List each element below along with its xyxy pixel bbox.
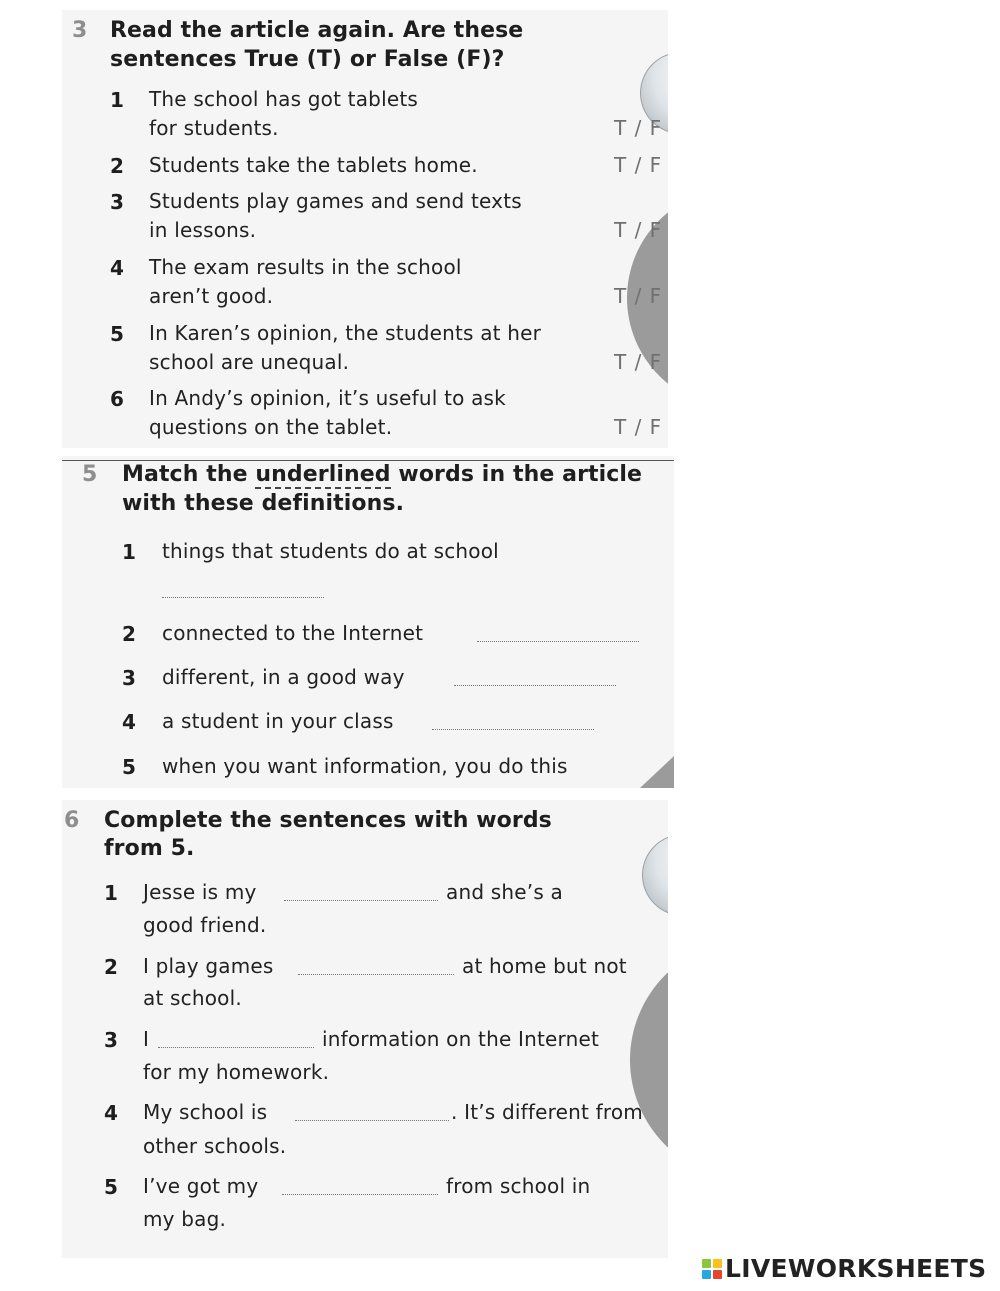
sentence-part: information on the Internet [322, 1027, 600, 1051]
true-false-choice[interactable]: T / F [614, 350, 663, 374]
true-false-choice[interactable]: T / F [614, 116, 663, 140]
exercise-5-panel [62, 456, 674, 788]
exercise-6-panel [62, 800, 668, 1258]
true-false-choice[interactable]: T / F [614, 284, 663, 308]
definition-text: connected to the Internet [162, 621, 424, 645]
statement-text: Students play games and send texts [149, 189, 522, 213]
exercise-heading: Read the article again. Are these [110, 18, 524, 43]
answer-blank[interactable] [295, 1119, 449, 1121]
answer-blank[interactable] [162, 596, 324, 598]
item-number: 5 [110, 322, 124, 346]
statement-text: aren’t good. [149, 284, 274, 308]
exercise-heading: sentences True (T) or False (F)? [110, 47, 505, 72]
sentence-part: My school is [143, 1100, 268, 1124]
definition-text: a student in your class [162, 709, 394, 733]
item-number: 1 [110, 88, 124, 112]
sentence-part: good friend. [143, 913, 267, 937]
exercise-number: 6 [64, 808, 80, 833]
exercise-3-panel [62, 10, 668, 448]
exercise-heading: Complete the sentences with words [104, 808, 552, 833]
item-number: 4 [122, 710, 136, 734]
statement-text: The exam results in the school [149, 255, 462, 279]
exercise-heading: Match the underlined words in the article [122, 462, 643, 487]
decor-disc [630, 940, 668, 1180]
sentence-part: other schools. [143, 1134, 287, 1158]
item-number: 2 [110, 154, 124, 178]
brand-name: LIVEWORKSHEETS [725, 1254, 987, 1283]
statement-text: for students. [149, 116, 279, 140]
decor-corner [640, 756, 674, 788]
sentence-part: I’ve got my [143, 1174, 259, 1198]
item-number: 6 [110, 387, 124, 411]
sentence-part: at school. [143, 986, 242, 1010]
true-false-choice[interactable]: T / F [614, 218, 663, 242]
definition-text: things that students do at school [162, 539, 499, 563]
item-number: 1 [122, 540, 136, 564]
exercise-heading: from 5. [104, 836, 195, 861]
sentence-part: my bag. [143, 1207, 227, 1231]
statement-text: In Andy’s opinion, it’s useful to ask [149, 386, 506, 410]
statement-text: In Karen’s opinion, the students at her [149, 321, 542, 345]
true-false-choice[interactable]: T / F [614, 153, 663, 177]
exercise-number: 3 [72, 18, 88, 43]
answer-blank[interactable] [282, 1193, 438, 1195]
exercise-number: 5 [82, 462, 98, 487]
answer-blank[interactable] [298, 973, 454, 975]
underlined-word: underlined [255, 462, 391, 487]
item-number: 2 [104, 955, 118, 979]
answer-blank[interactable] [284, 899, 438, 901]
item-number: 2 [122, 622, 136, 646]
sentence-part: and she’s a [446, 880, 563, 904]
statement-text: questions on the tablet. [149, 415, 393, 439]
sentence-part: I [143, 1027, 150, 1051]
definition-text: when you want information, you do this [162, 754, 568, 778]
statement-text: school are unequal. [149, 350, 350, 374]
item-number: 4 [104, 1101, 118, 1125]
exercise-heading: with these definitions. [122, 491, 405, 516]
sentence-part: for my homework. [143, 1060, 330, 1084]
item-number: 5 [104, 1175, 118, 1199]
statement-text: Students take the tablets home. [149, 153, 478, 177]
definition-text: different, in a good way [162, 665, 405, 689]
answer-blank[interactable] [477, 640, 639, 642]
item-number: 3 [104, 1028, 118, 1052]
sentence-part: . It’s different from [451, 1100, 643, 1124]
statement-text: in lessons. [149, 218, 257, 242]
answer-blank[interactable] [432, 728, 594, 730]
sentence-part: from school in [446, 1174, 591, 1198]
divider [62, 460, 674, 461]
sentence-part: Jesse is my [143, 880, 257, 904]
item-number: 4 [110, 256, 124, 280]
sentence-part: at home but not [462, 954, 627, 978]
statement-text: The school has got tablets [149, 87, 418, 111]
answer-blank[interactable] [158, 1046, 314, 1048]
logo-squares-icon [702, 1259, 722, 1279]
answer-blank[interactable] [454, 684, 616, 686]
item-number: 3 [110, 190, 124, 214]
decor-disc [642, 834, 668, 916]
item-number: 1 [104, 881, 118, 905]
true-false-choice[interactable]: T / F [614, 415, 663, 439]
item-number: 5 [122, 755, 136, 779]
liveworksheets-logo[interactable] [702, 1254, 986, 1283]
sentence-part: I play games [143, 954, 274, 978]
item-number: 3 [122, 666, 136, 690]
